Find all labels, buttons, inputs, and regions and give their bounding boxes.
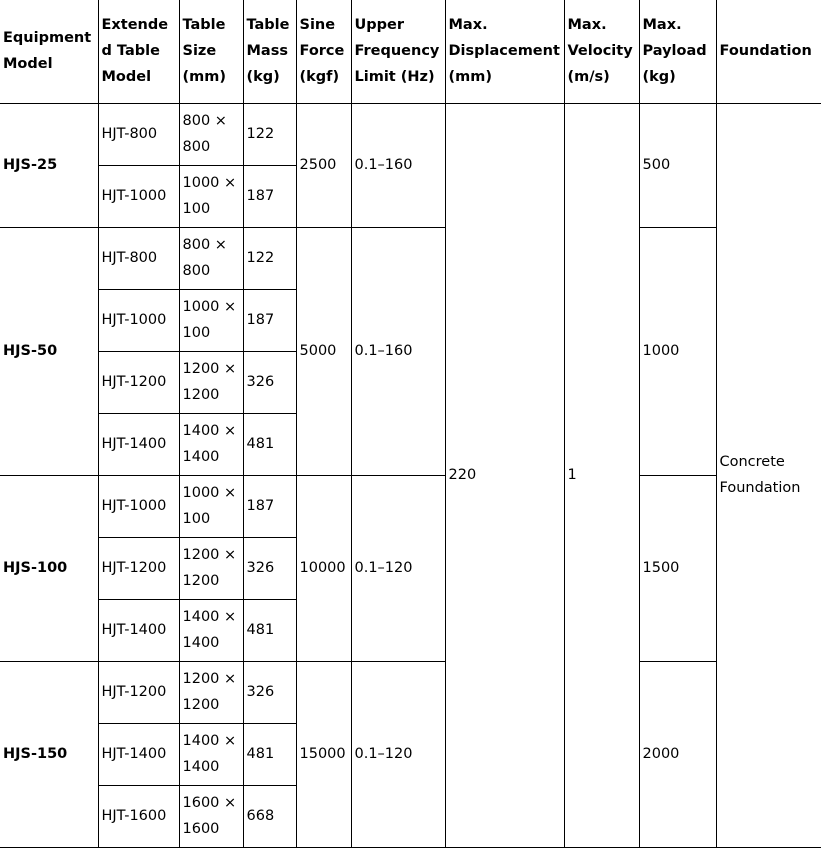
table-mass-cell: 187 [243,165,296,227]
extended-table-model-cell: HJT-1000 [98,475,179,537]
table-size-cell: 1200 × 1200 [179,351,243,413]
max-velocity-cell: 1 [564,103,639,847]
table-size-cell: 1000 × 100 [179,289,243,351]
table-row [0,661,821,723]
extended-table-model-cell: HJT-1400 [98,413,179,475]
upper-frequency-cell: 0.1–160 [351,227,445,475]
equipment-model-cell: HJS-25 [0,103,98,227]
max-payload-cell: 2000 [639,661,716,847]
table-size-cell: 1400 × 1400 [179,723,243,785]
extended-table-model-cell: HJT-1400 [98,723,179,785]
header-max-velocity: Max. Velocity (m/s) [564,0,639,103]
table-body [0,103,821,847]
table-mass-cell: 481 [243,413,296,475]
header-equipment-model: Equipment Model [0,0,98,103]
table-size-cell: 1000 × 100 [179,475,243,537]
table-row [0,227,821,289]
equipment-model-cell: HJS-100 [0,475,98,661]
sine-force-cell: 5000 [296,227,351,475]
table-mass-cell: 481 [243,599,296,661]
table-row [0,103,821,165]
max-displacement-cell: 220 [445,103,564,847]
extended-table-model-cell: HJT-800 [98,103,179,165]
equipment-model-cell: HJS-50 [0,227,98,475]
extended-table-model-cell: HJT-1000 [98,165,179,227]
header-foundation: Foundation [716,0,821,103]
extended-table-model-cell: HJT-1200 [98,537,179,599]
header-upper-frequency: Upper Frequency Limit (Hz) [351,0,445,103]
equipment-model-cell: HJS-150 [0,661,98,847]
max-payload-cell: 1000 [639,227,716,475]
extended-table-model-cell: HJT-1600 [98,785,179,847]
extended-table-model-cell: HJT-1000 [98,289,179,351]
extended-table-model-cell: HJT-1400 [98,599,179,661]
table-size-cell: 1400 × 1400 [179,413,243,475]
sine-force-cell: 2500 [296,103,351,227]
extended-table-model-cell: HJT-1200 [98,661,179,723]
table-size-cell: 800 × 800 [179,227,243,289]
foundation-cell: Concrete Foundation [716,103,821,847]
sine-force-cell: 10000 [296,475,351,661]
sine-force-cell: 15000 [296,661,351,847]
table-mass-cell: 122 [243,227,296,289]
table-size-cell: 1200 × 1200 [179,661,243,723]
max-payload-cell: 1500 [639,475,716,661]
header-max-payload: Max. Payload (kg) [639,0,716,103]
table-mass-cell: 481 [243,723,296,785]
header-table-mass: Table Mass (kg) [243,0,296,103]
header-extended-table-model: Extended Table Model [98,0,179,103]
table-size-cell: 1000 × 100 [179,165,243,227]
table-size-cell: 1400 × 1400 [179,599,243,661]
extended-table-model-cell: HJT-800 [98,227,179,289]
table-row [0,475,821,537]
table-mass-cell: 326 [243,537,296,599]
table-size-cell: 1200 × 1200 [179,537,243,599]
table-mass-cell: 122 [243,103,296,165]
table-mass-cell: 668 [243,785,296,847]
max-payload-cell: 500 [639,103,716,227]
upper-frequency-cell: 0.1–160 [351,103,445,227]
header-table-size: Table Size (mm) [179,0,243,103]
extended-table-model-cell: HJT-1200 [98,351,179,413]
upper-frequency-cell: 0.1–120 [351,661,445,847]
header-max-displacement: Max. Displacement (mm) [445,0,564,103]
table-size-cell: 800 × 800 [179,103,243,165]
table-mass-cell: 187 [243,475,296,537]
header-row [0,0,821,103]
table-mass-cell: 326 [243,351,296,413]
table-size-cell: 1600 × 1600 [179,785,243,847]
upper-frequency-cell: 0.1–120 [351,475,445,661]
header-sine-force: Sine Force (kgf) [296,0,351,103]
table-mass-cell: 187 [243,289,296,351]
table-mass-cell: 326 [243,661,296,723]
